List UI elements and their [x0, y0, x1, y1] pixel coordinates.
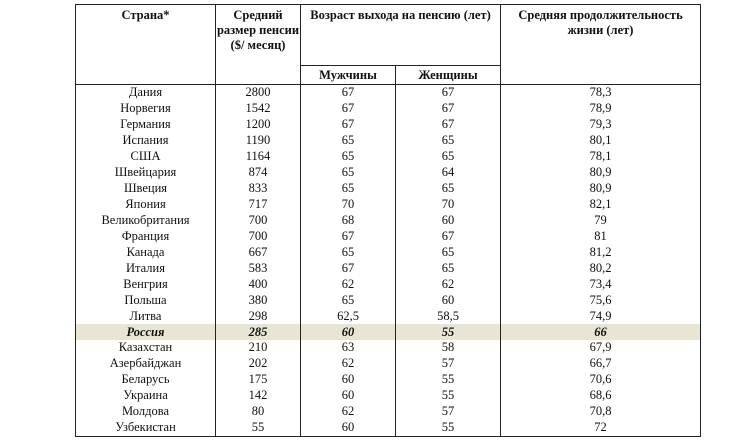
life-expectancy-cell: 79	[501, 213, 701, 229]
table-row	[76, 197, 701, 213]
retirement-age-header: Возраст выхода на пенсию (лет)	[301, 5, 501, 66]
women-age-cell: 67	[396, 85, 501, 101]
pension-cell: 700	[216, 213, 301, 229]
pension-cell: 1542	[216, 101, 301, 117]
women-age-cell: 55	[396, 324, 501, 340]
women-age-cell: 60	[396, 292, 501, 308]
table-row	[76, 388, 701, 404]
women-age-cell: 67	[396, 228, 501, 244]
pension-cell: 1190	[216, 133, 301, 149]
table-row	[76, 228, 701, 244]
pension-cell: 285	[216, 324, 301, 340]
life-expectancy-header: Средняя продолжительность жизни (лет)	[501, 5, 701, 85]
country-cell: Дания	[76, 85, 216, 101]
pension-cell: 202	[216, 356, 301, 372]
country-cell: Азербайджан	[76, 356, 216, 372]
pension-header: Средний размер пенсии ($/ месяц)	[216, 5, 301, 85]
table-row	[76, 420, 701, 436]
life-expectancy-cell: 73,4	[501, 276, 701, 292]
pension-cell: 667	[216, 244, 301, 260]
pension-cell: 583	[216, 260, 301, 276]
men-subheader: Мужчины	[301, 66, 396, 85]
life-expectancy-cell: 66,7	[501, 356, 701, 372]
pension-cell: 210	[216, 340, 301, 356]
country-cell: Польша	[76, 292, 216, 308]
pension-cell: 1200	[216, 117, 301, 133]
country-cell: Молдова	[76, 404, 216, 420]
women-age-cell: 57	[396, 356, 501, 372]
table-row	[76, 181, 701, 197]
men-age-cell: 67	[301, 228, 396, 244]
country-cell: Беларусь	[76, 372, 216, 388]
country-cell: Великобритания	[76, 213, 216, 229]
men-age-cell: 60	[301, 420, 396, 436]
country-cell: Япония	[76, 197, 216, 213]
men-age-cell: 65	[301, 165, 396, 181]
country-cell: Италия	[76, 260, 216, 276]
women-age-cell: 65	[396, 149, 501, 165]
women-age-cell: 67	[396, 101, 501, 117]
women-age-cell: 55	[396, 420, 501, 436]
pension-cell: 833	[216, 181, 301, 197]
pension-cell: 175	[216, 372, 301, 388]
life-expectancy-cell: 70,8	[501, 404, 701, 420]
country-cell: Узбекистан	[76, 420, 216, 436]
table-row	[76, 133, 701, 149]
table-row	[76, 117, 701, 133]
country-cell: Германия	[76, 117, 216, 133]
table-row	[76, 165, 701, 181]
women-age-cell: 65	[396, 244, 501, 260]
country-header: Страна*	[76, 5, 216, 85]
men-age-cell: 62	[301, 276, 396, 292]
pension-cell: 700	[216, 228, 301, 244]
men-age-cell: 60	[301, 388, 396, 404]
pension-cell: 298	[216, 308, 301, 324]
men-age-cell: 62	[301, 404, 396, 420]
country-cell: Канада	[76, 244, 216, 260]
pension-comparison-table	[75, 4, 701, 437]
pension-cell: 142	[216, 388, 301, 404]
men-age-cell: 65	[301, 292, 396, 308]
life-expectancy-cell: 78,3	[501, 85, 701, 101]
men-age-cell: 68	[301, 213, 396, 229]
life-expectancy-cell: 80,1	[501, 133, 701, 149]
men-age-cell: 60	[301, 324, 396, 340]
country-cell: Венгрия	[76, 276, 216, 292]
table-row-highlighted	[76, 324, 701, 340]
life-expectancy-cell: 78,1	[501, 149, 701, 165]
men-age-cell: 60	[301, 372, 396, 388]
women-age-cell: 65	[396, 260, 501, 276]
men-age-cell: 65	[301, 244, 396, 260]
country-cell: Украина	[76, 388, 216, 404]
men-age-cell: 65	[301, 149, 396, 165]
country-cell: Франция	[76, 228, 216, 244]
men-age-cell: 63	[301, 340, 396, 356]
women-age-cell: 55	[396, 388, 501, 404]
country-cell: Литва	[76, 308, 216, 324]
pension-cell: 717	[216, 197, 301, 213]
table-row	[76, 101, 701, 117]
women-age-cell: 55	[396, 372, 501, 388]
men-age-cell: 67	[301, 117, 396, 133]
table-row	[76, 85, 701, 101]
life-expectancy-cell: 82,1	[501, 197, 701, 213]
country-cell: Россия	[76, 324, 216, 340]
table-row	[76, 260, 701, 276]
women-age-cell: 58	[396, 340, 501, 356]
men-age-cell: 62,5	[301, 308, 396, 324]
pension-cell: 874	[216, 165, 301, 181]
women-age-cell: 62	[396, 276, 501, 292]
country-cell: Казахстан	[76, 340, 216, 356]
women-age-cell: 57	[396, 404, 501, 420]
women-age-cell: 65	[396, 181, 501, 197]
women-age-cell: 70	[396, 197, 501, 213]
country-cell: Испания	[76, 133, 216, 149]
pension-cell: 1164	[216, 149, 301, 165]
life-expectancy-cell: 79,3	[501, 117, 701, 133]
country-cell: Норвегия	[76, 101, 216, 117]
women-age-cell: 60	[396, 213, 501, 229]
life-expectancy-cell: 74,9	[501, 308, 701, 324]
country-cell: Швеция	[76, 181, 216, 197]
life-expectancy-cell: 66	[501, 324, 701, 340]
table-row	[76, 308, 701, 324]
pension-cell: 55	[216, 420, 301, 436]
life-expectancy-cell: 81,2	[501, 244, 701, 260]
table-row	[76, 372, 701, 388]
men-age-cell: 62	[301, 356, 396, 372]
life-expectancy-cell: 75,6	[501, 292, 701, 308]
life-expectancy-cell: 70,6	[501, 372, 701, 388]
life-expectancy-cell: 80,9	[501, 165, 701, 181]
table-row	[76, 404, 701, 420]
men-age-cell: 67	[301, 260, 396, 276]
women-age-cell: 58,5	[396, 308, 501, 324]
women-age-cell: 64	[396, 165, 501, 181]
table-row	[76, 276, 701, 292]
table-row	[76, 149, 701, 165]
women-age-cell: 65	[396, 133, 501, 149]
life-expectancy-cell: 81	[501, 228, 701, 244]
men-age-cell: 67	[301, 85, 396, 101]
life-expectancy-cell: 67,9	[501, 340, 701, 356]
women-age-cell: 67	[396, 117, 501, 133]
country-cell: Швейцария	[76, 165, 216, 181]
life-expectancy-cell: 68,6	[501, 388, 701, 404]
life-expectancy-cell: 80,9	[501, 181, 701, 197]
men-age-cell: 70	[301, 197, 396, 213]
table-body	[76, 85, 701, 437]
table-row	[76, 292, 701, 308]
pension-cell: 2800	[216, 85, 301, 101]
pension-cell: 400	[216, 276, 301, 292]
men-age-cell: 65	[301, 181, 396, 197]
pension-cell: 80	[216, 404, 301, 420]
table-row	[76, 244, 701, 260]
table-row	[76, 213, 701, 229]
life-expectancy-cell: 80,2	[501, 260, 701, 276]
life-expectancy-cell: 72	[501, 420, 701, 436]
pension-cell: 380	[216, 292, 301, 308]
women-subheader: Женщины	[396, 66, 501, 85]
men-age-cell: 65	[301, 133, 396, 149]
country-cell: США	[76, 149, 216, 165]
table-row	[76, 356, 701, 372]
table-row	[76, 340, 701, 356]
life-expectancy-cell: 78,9	[501, 101, 701, 117]
men-age-cell: 67	[301, 101, 396, 117]
